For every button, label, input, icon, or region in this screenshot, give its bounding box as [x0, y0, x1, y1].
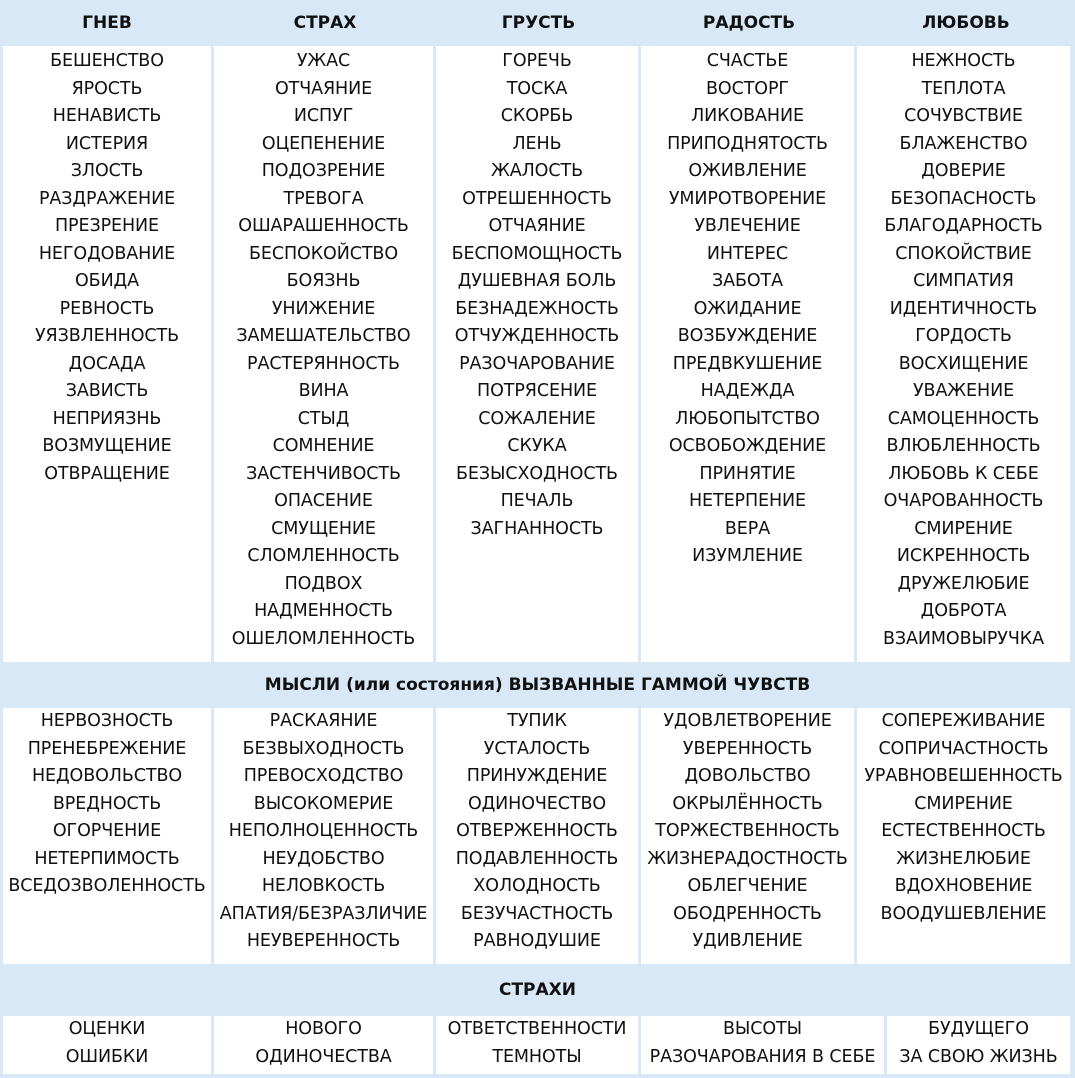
word-item: ЖИЗНЕРАДОСТНОСТЬ	[647, 848, 848, 869]
word-item: ГОРДОСТЬ	[915, 326, 1012, 346]
word-item: СПОКОЙСТВИЕ	[895, 243, 1032, 264]
word-item: БЕСПОМОЩНОСТЬ	[451, 243, 623, 264]
word-item: ОБИДА	[74, 271, 139, 291]
word-item: НЕЖНОСТЬ	[911, 51, 1016, 71]
fears-words-row	[0, 1016, 1075, 1074]
word-item: ОЦЕПЕНЕНИЕ	[261, 133, 386, 154]
word-item: ПРЕНЕБРЕЖЕНИЕ	[27, 738, 187, 759]
word-item: ИЗУМЛЕНИЕ	[692, 546, 803, 566]
word-item: НЕУДОБСТВО	[262, 848, 385, 869]
word-item: ОТЧАЯНИЕ	[488, 216, 586, 236]
thoughts-column-5	[857, 708, 1070, 964]
word-item: РАЗОЧАРОВАНИЯ В СЕБЕ	[649, 1046, 876, 1067]
word-item: ПОДАВЛЕННОСТЬ	[455, 848, 619, 869]
word-item: ТЕПЛОТА	[921, 78, 1006, 99]
word-item: ДОВОЛЬСТВО	[684, 766, 811, 786]
word-item: ЗАВИСТЬ	[65, 381, 149, 401]
word-item: ОТЧАЯНИЕ	[274, 78, 373, 99]
word-item: ДОВЕРИЕ	[921, 161, 1006, 181]
header-love: ЛЮБОВЬ	[922, 13, 1010, 33]
word-item: ВОСХИЩЕНИЕ	[898, 353, 1029, 374]
word-item: НЕТЕРПИМОСТЬ	[34, 848, 180, 869]
word-item: СТЫД	[297, 408, 350, 429]
word-item: СКУКА	[507, 436, 567, 456]
word-item: ОЖИВЛЕНИЕ	[688, 161, 807, 181]
word-item: ВООДУШЕВЛЕНИЕ	[880, 903, 1047, 924]
word-item: ОШЕЛОМЛЕННОСТЬ	[231, 628, 416, 649]
word-item: БОЯЗНЬ	[286, 271, 361, 291]
word-item: ВДОХНОВЕНИЕ	[894, 876, 1033, 896]
word-item: РАСТЕРЯННОСТЬ	[247, 353, 400, 374]
word-item: НЕУВЕРЕННОСТЬ	[246, 931, 401, 951]
word-item: ВЗАИМОВЫРУЧКА	[883, 628, 1044, 649]
word-item: ИСПУГ	[293, 106, 354, 126]
word-item: ЗАГНАННОСТЬ	[470, 518, 604, 539]
word-item: СМИРЕНИЕ	[914, 518, 1013, 539]
word-item: РАЗОЧАРОВАНИЕ	[459, 353, 615, 374]
word-item: ТЕМНОТЫ	[492, 1046, 582, 1067]
word-item: ПРЕДВКУШЕНИЕ	[672, 353, 823, 374]
word-item: УВЕРЕННОСТЬ	[682, 738, 813, 759]
emotions-column-joy	[641, 46, 854, 662]
word-item: ВЫСОКОМЕРИЕ	[253, 793, 394, 814]
word-item: ОТВЕТСТВЕННОСТИ	[447, 1019, 627, 1039]
header-joy: РАДОСТЬ	[702, 13, 796, 33]
fears-column-5	[887, 1016, 1070, 1074]
emotions-column-anger	[3, 46, 211, 662]
thoughts-words-row	[0, 708, 1075, 964]
word-item: САМОЦЕННОСТЬ	[887, 408, 1040, 429]
fears-column-1	[3, 1016, 211, 1074]
word-item: УВЛЕЧЕНИЕ	[694, 216, 801, 236]
fears-heading: СТРАХИ	[498, 980, 577, 1000]
word-item: ПОДОЗРЕНИЕ	[261, 161, 386, 181]
word-item: СОПРИЧАСТНОСТЬ	[878, 738, 1049, 759]
word-item: ОЧАРОВАННОСТЬ	[883, 491, 1044, 511]
word-item: ВЛЮБЛЕННОСТЬ	[886, 436, 1041, 456]
emotions-column-fear	[214, 46, 433, 662]
word-item: ОБОДРЕННОСТЬ	[673, 903, 822, 924]
word-item: ОГОРЧЕНИЕ	[52, 821, 162, 841]
word-item: ОЖИДАНИЕ	[693, 298, 802, 319]
word-item: БУДУЩЕГО	[928, 1019, 1029, 1039]
word-item: РАВНОДУШИЕ	[473, 931, 601, 951]
word-item: СМИРЕНИЕ	[914, 793, 1013, 814]
word-item: ЛИКОВАНИЕ	[691, 106, 804, 126]
word-item: ВИНА	[298, 381, 349, 401]
fears-column-4	[641, 1016, 884, 1074]
fears-column-2	[214, 1016, 433, 1074]
word-item: НЕПОЛНОЦЕННОСТЬ	[228, 821, 419, 841]
word-item: СОПЕРЕЖИВАНИЕ	[881, 711, 1046, 731]
word-item: ВОЗБУЖДЕНИЕ	[677, 326, 818, 346]
word-item: ГОРЕЧЬ	[502, 51, 572, 71]
word-item: ВСЕДОЗВОЛЕННОСТЬ	[8, 876, 206, 896]
word-item: НАДЕЖДА	[700, 381, 795, 401]
word-item: БЕЗВЫХОДНОСТЬ	[242, 738, 405, 759]
word-item: СОЧУВСТВИЕ	[904, 106, 1023, 126]
word-item: ЖИЗНЕЛЮБИЕ	[896, 848, 1031, 869]
word-item: ПРЕВОСХОДСТВО	[243, 766, 404, 786]
word-item: СОЖАЛЕНИЕ	[478, 408, 596, 429]
word-item: УСТАЛОСТЬ	[483, 738, 591, 759]
word-item: ТУПИК	[507, 711, 567, 731]
word-item: БЕЗУЧАСТНОСТЬ	[460, 903, 614, 924]
word-item: УРАВНОВЕШЕННОСТЬ	[864, 766, 1063, 786]
word-item: ОШИБКИ	[65, 1046, 149, 1067]
emotions-column-love	[857, 46, 1070, 662]
word-item: ЛЮБОПЫТСТВО	[675, 408, 820, 429]
emotions-column-sadness	[436, 46, 638, 662]
word-item: ЛЕНЬ	[512, 133, 562, 154]
word-item: ИНТЕРЕС	[706, 243, 789, 264]
fears-column-3	[436, 1016, 638, 1074]
word-item: НЕРВОЗНОСТЬ	[40, 711, 174, 731]
word-item: НЕПРИЯЗНЬ	[52, 408, 162, 429]
word-item: НЕДОВОЛЬСТВО	[31, 766, 183, 786]
word-item: ПОТРЯСЕНИЕ	[477, 381, 597, 401]
word-item: ТОСКА	[506, 78, 568, 99]
word-item: БЕЗНАДЕЖНОСТЬ	[455, 298, 619, 319]
word-item: ОШАРАШЕННОСТЬ	[238, 216, 409, 236]
word-item: БЕЗОПАСНОСТЬ	[890, 188, 1037, 209]
word-item: НЕЛОВКОСТЬ	[261, 876, 386, 896]
word-item: ИДЕНТИЧНОСТЬ	[889, 298, 1038, 319]
word-item: ЗАСТЕНЧИВОСТЬ	[246, 463, 401, 484]
header-fear: СТРАХ	[293, 13, 357, 33]
word-item: НОВОГО	[285, 1019, 362, 1039]
word-item: ПРИНЯТИЕ	[699, 463, 796, 484]
emotions-words-row	[0, 46, 1075, 662]
word-item: УНИЖЕНИЕ	[271, 298, 376, 319]
word-item: СМУЩЕНИЕ	[271, 518, 376, 539]
word-item: РАСКАЯНИЕ	[269, 711, 378, 731]
word-item: ОДИНОЧЕСТВО	[467, 793, 607, 814]
word-item: ИСКРЕННОСТЬ	[896, 546, 1031, 566]
word-item: ПРИНУЖДЕНИЕ	[466, 766, 608, 786]
word-item: ЖАЛОСТЬ	[491, 161, 583, 181]
word-item: ПРЕЗРЕНИЕ	[54, 216, 159, 236]
word-item: ОДИНОЧЕСТВА	[255, 1046, 392, 1067]
word-item: ОТЧУЖДЕННОСТЬ	[454, 326, 620, 346]
word-item: ЗА СВОЮ ЖИЗНЬ	[899, 1046, 1058, 1067]
word-item: ЗАБОТА	[711, 271, 784, 291]
word-item: УЖАС	[296, 51, 351, 71]
word-item: СЧАСТЬЕ	[706, 51, 789, 71]
word-item: УМИРОТВОРЕНИЕ	[668, 188, 827, 209]
word-item: ОТВЕРЖЕННОСТЬ	[456, 821, 618, 841]
thoughts-column-4	[641, 708, 854, 964]
word-item: ДОБРОТА	[920, 601, 1007, 621]
word-item: СКОРБЬ	[500, 106, 574, 126]
word-item: ОКРЫЛЁННОСТЬ	[672, 793, 823, 814]
word-item: ЯРОСТЬ	[71, 78, 143, 99]
word-item: СИМПАТИЯ	[913, 271, 1014, 291]
header-anger: ГНЕВ	[82, 13, 132, 33]
word-item: ВЫСОТЫ	[723, 1019, 802, 1039]
word-item: ОЦЕНКИ	[68, 1019, 146, 1039]
thoughts-column-1	[3, 708, 211, 964]
word-item: НЕГОДОВАНИЕ	[38, 243, 176, 264]
word-item: СЛОМЛЕННОСТЬ	[247, 546, 400, 566]
word-item: ВРЕДНОСТЬ	[52, 793, 162, 814]
word-item: ОТВРАЩЕНИЕ	[44, 463, 170, 484]
thoughts-heading: МЫСЛИ (или состояния) ВЫЗВАННЫЕ ГАММОЙ ЧУВСТВ	[264, 675, 811, 695]
word-item: БЕЗЫСХОДНОСТЬ	[456, 463, 618, 484]
word-item: УДОВЛЕТВОРЕНИЕ	[663, 711, 832, 731]
thoughts-column-2	[214, 708, 433, 964]
word-item: ВОЗМУЩЕНИЕ	[42, 436, 172, 456]
word-item: РАЗДРАЖЕНИЕ	[38, 188, 176, 209]
word-item: НЕНАВИСТЬ	[52, 106, 162, 126]
word-item: ТРЕВОГА	[283, 188, 364, 209]
word-item: БЕСПОКОЙСТВО	[249, 243, 398, 264]
word-item: ДОСАДА	[68, 353, 146, 374]
word-item: РЕВНОСТЬ	[59, 298, 155, 319]
word-item: ВОСТОРГ	[706, 78, 789, 99]
word-item: БЛАГОДАРНОСТЬ	[884, 216, 1043, 236]
word-item: БЕШЕНСТВО	[50, 51, 164, 71]
word-item: ПЕЧАЛЬ	[500, 491, 574, 511]
word-item: ДРУЖЕЛЮБИЕ	[897, 573, 1030, 594]
word-item: НАДМЕННОСТЬ	[254, 601, 393, 621]
header-sadness: ГРУСТЬ	[501, 13, 576, 33]
word-item: ТОРЖЕСТВЕННОСТЬ	[655, 821, 840, 841]
word-item: ЗАМЕШАТЕЛЬСТВО	[236, 326, 411, 346]
word-item: ОПАСЕНИЕ	[274, 491, 373, 511]
emotions-header-row	[0, 0, 1075, 46]
word-item: ЕСТЕСТВЕННОСТЬ	[881, 821, 1046, 841]
word-item: НЕТЕРПЕНИЕ	[688, 491, 807, 511]
word-item: БЛАЖЕНСТВО	[899, 133, 1028, 154]
word-item: ОСВОБОЖДЕНИЕ	[668, 436, 827, 456]
word-item: ИСТЕРИЯ	[65, 133, 149, 154]
word-item: СОМНЕНИЕ	[272, 436, 375, 456]
word-item: ОТРЕШЕННОСТЬ	[462, 188, 612, 209]
thoughts-column-3	[436, 708, 638, 964]
word-item: ВЕРА	[724, 518, 771, 539]
word-item: ПРИПОДНЯТОСТЬ	[667, 133, 828, 154]
word-item: АПАТИЯ/БЕЗРАЗЛИЧИЕ	[219, 903, 428, 924]
word-item: ПОДВОХ	[284, 573, 363, 594]
word-item: ХОЛОДНОСТЬ	[473, 876, 601, 896]
word-item: ОБЛЕГЧЕНИЕ	[687, 876, 808, 896]
word-item: УДИВЛЕНИЕ	[692, 931, 803, 951]
word-item: УЯЗВЛЕННОСТЬ	[34, 326, 180, 346]
word-item: ЛЮБОВЬ К СЕБЕ	[888, 463, 1039, 484]
word-item: ЗЛОСТЬ	[70, 161, 144, 181]
word-item: ДУШЕВНАЯ БОЛЬ	[457, 271, 617, 291]
word-item: УВАЖЕНИЕ	[912, 381, 1015, 401]
